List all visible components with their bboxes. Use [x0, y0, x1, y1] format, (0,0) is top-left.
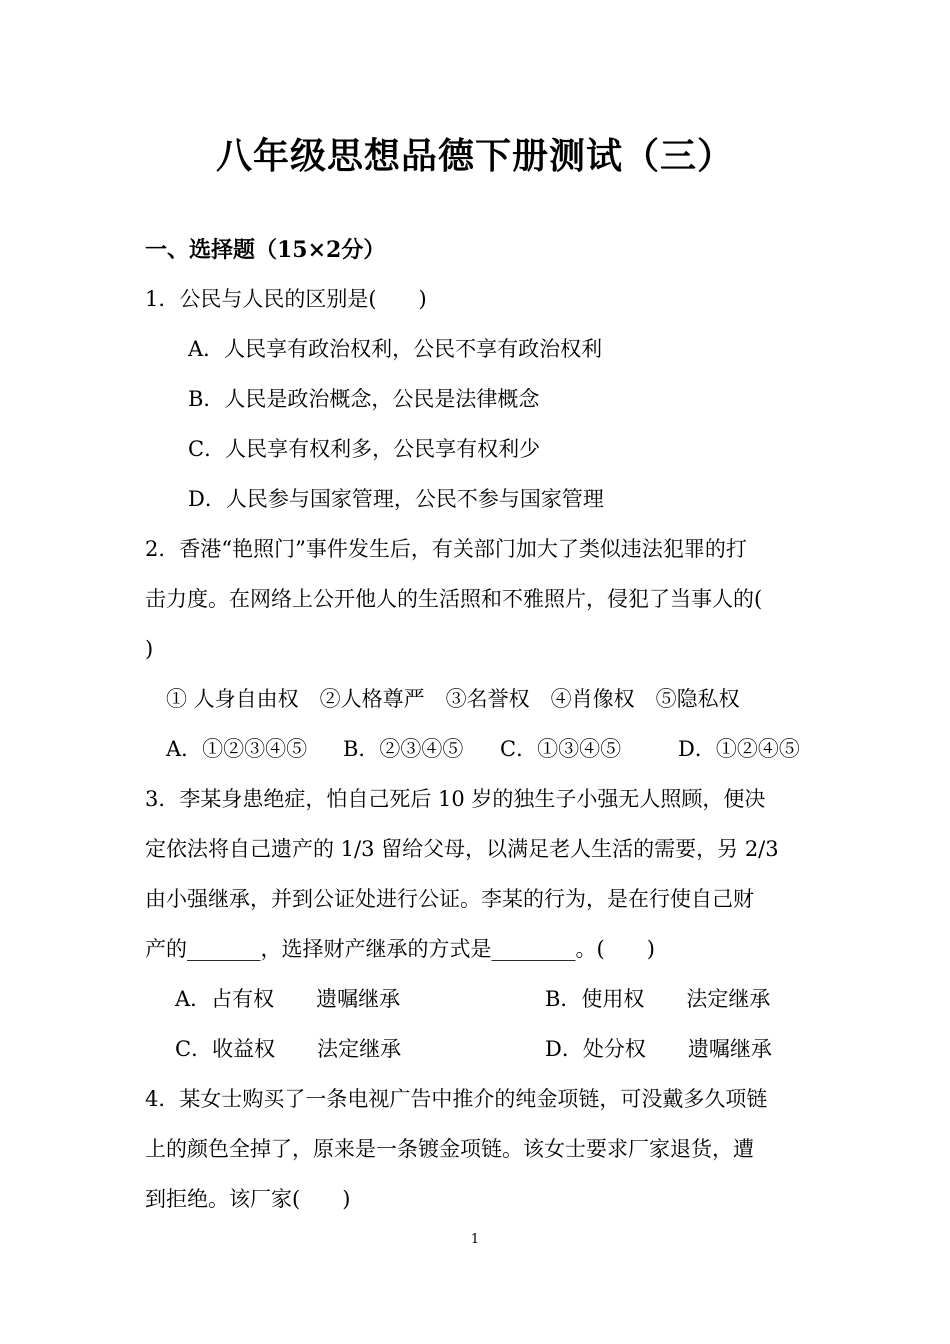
- question-2-option-d: D．①②④⑤: [678, 737, 800, 761]
- question-3-option-c: C．收益权 法定继承: [175, 1037, 402, 1061]
- question-2-line-2: 击力度。在网络上公开他人的生活照和不雅照片，侵犯了当事人的(: [145, 587, 763, 611]
- page-number: 1: [470, 1232, 480, 1247]
- question-3-line-2: 定依法将自己遗产的 1/3 留给父母，以满足老人生活的需要，另 2/3: [145, 837, 779, 861]
- question-4-line-2: 上的颜色全掉了，原来是一条镀金项链。该女士要求厂家退货，遭: [145, 1137, 754, 1161]
- question-1-option-c: C．人民享有权利多，公民享有权利少: [188, 437, 541, 461]
- question-2-option-b: B．②③④⑤: [343, 737, 464, 761]
- question-2-line-1: 2．香港“艳照门”事件发生后，有关部门加大了类似违法犯罪的打: [145, 537, 747, 561]
- question-1-option-a: A．人民享有政治权利，公民不享有政治权利: [188, 337, 603, 361]
- question-3-line-3: 由小强继承，并到公证处进行公证。李某的行为，是在行使自己财: [145, 887, 754, 911]
- document-title: 八年级思想品德下册测试（三）: [215, 135, 734, 177]
- section-heading: 一、选择题（15×2分）: [145, 237, 386, 263]
- question-3-option-a: A．占有权 遗嘱继承: [175, 987, 401, 1011]
- question-4-line-3: 到拒绝。该厂家( ): [145, 1187, 351, 1211]
- question-3-option-d: D．处分权 遗嘱继承: [545, 1037, 772, 1061]
- question-2-option-c: C．①③④⑤: [500, 737, 622, 761]
- question-2-line-3: ): [145, 637, 154, 661]
- question-4-line-1: 4．某女士购买了一条电视广告中推介的纯金项链，可没戴多久项链: [145, 1087, 768, 1111]
- question-3-line-4: 产的_______，选择财产继承的方式是________。( ): [145, 937, 655, 961]
- question-2-items: ① 人身自由权 ②人格尊严 ③名誉权 ④肖像权 ⑤隐私权: [166, 687, 740, 711]
- question-2-option-a: A．①②③④⑤: [166, 737, 308, 761]
- question-3-option-b: B．使用权 法定继承: [545, 987, 771, 1011]
- question-1-stem: 1．公民与人民的区别是( ): [145, 287, 427, 311]
- question-1-option-b: B．人民是政治概念，公民是法律概念: [188, 387, 540, 411]
- question-3-line-1: 3．李某身患绝症，怕自己死后 10 岁的独生子小强无人照顾，便决: [145, 787, 766, 811]
- question-1-option-d: D．人民参与国家管理，公民不参与国家管理: [188, 487, 604, 511]
